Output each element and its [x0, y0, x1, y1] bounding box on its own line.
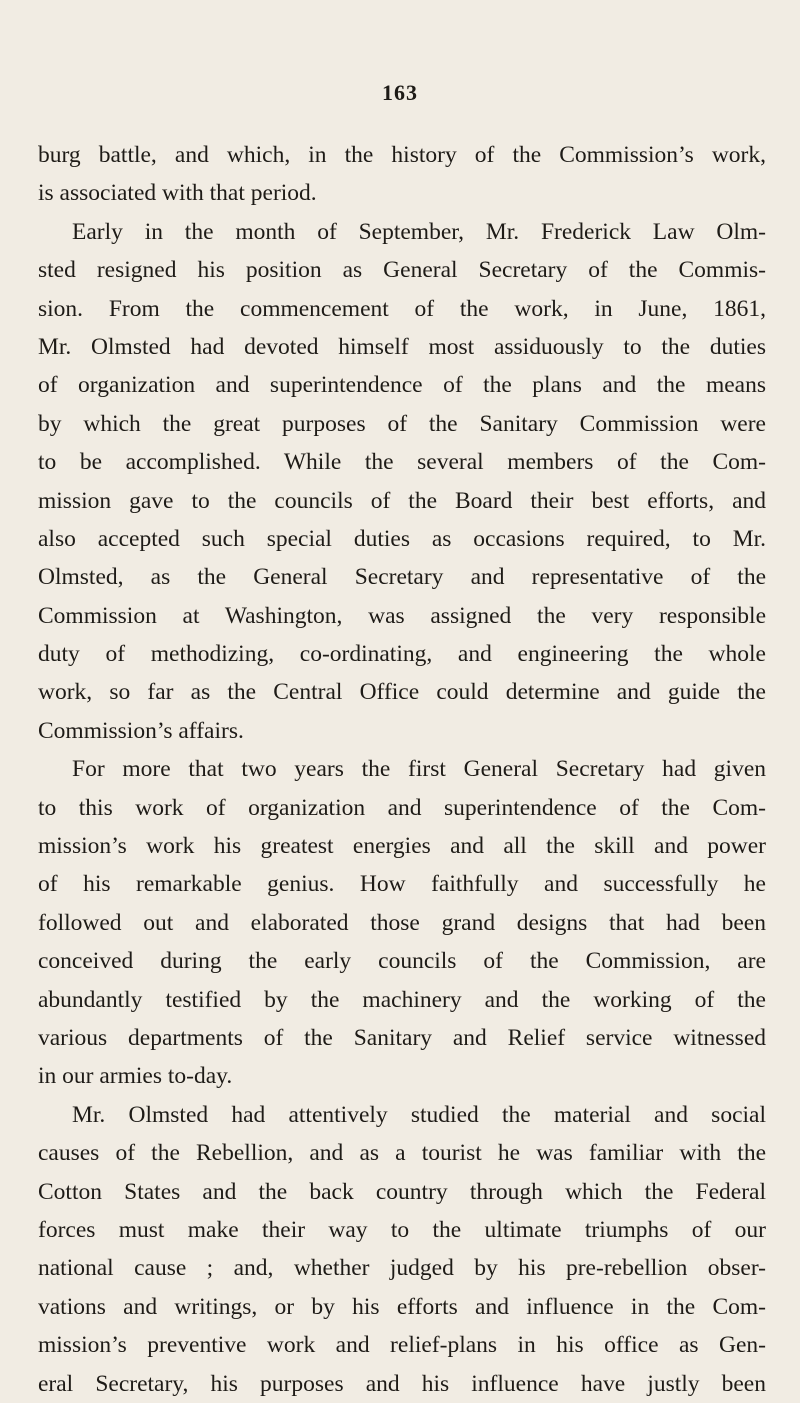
text-line: conceived during the early councils of the Commission, are [38, 948, 766, 975]
text-line: mission gave to the councils of the Board their best efforts, and [38, 487, 766, 514]
text-line: also accepted such special duties as occasions required, to Mr. [38, 525, 766, 552]
text-line: of organization and superintendence of the plans and the means [38, 372, 766, 399]
text-line: For more that two years the first General Secretary had given [72, 756, 766, 783]
text-line: Olmsted, as the General Secretary and representative of the [38, 564, 766, 591]
page-number: 163 [382, 80, 418, 105]
text-line: various departments of the Sanitary and Relief service witnessed [38, 1024, 766, 1051]
text-line: Commission’s affairs. [38, 717, 244, 744]
text-line: burg battle, and which, in the history of the Commission’s work, [38, 142, 766, 168]
text-line: followed out and elaborated those grand designs that had been [38, 909, 766, 936]
text-line: vations and writings, or by his efforts and influence in the Com- [38, 1293, 766, 1320]
text-line: work, so far as the Central Office could determine and guide the [38, 679, 766, 706]
text-line: causes of the Rebellion, and as a tourist he was familiar with the [38, 1140, 766, 1167]
text-line: in our armies to-day. [38, 1063, 233, 1090]
text-line: Commission at Washington, was assigned the very responsible [38, 602, 766, 629]
text-line: mission’s preventive work and relief-plans in his office as Gen- [38, 1332, 766, 1359]
text-line: sted resigned his position as General Secretary of the Commis- [38, 257, 766, 284]
text-line: to this work of organization and superintendence of the Com- [38, 794, 766, 821]
text-line: abundantly testified by the machinery and the working of the [38, 986, 766, 1013]
text-line: national cause ; and, whether judged by his pre-rebellion obser- [38, 1255, 766, 1282]
text-line: mission’s work his greatest energies and all the skill and power [38, 833, 766, 860]
text-line: sion. From the commencement of the work, in June, 1861, [38, 295, 766, 322]
text-line: eral Secretary, his purposes and his influence have justly been [38, 1370, 766, 1397]
text-line: Early in the month of September, Mr. Frederick Law Olm- [72, 218, 766, 245]
text-line: to be accomplished. While the several members of the Com- [38, 449, 766, 476]
text-line: by which the great purposes of the Sanitary Commission were [38, 410, 766, 437]
text-line: Mr. Olmsted had devoted himself most assiduously to the duties [38, 333, 766, 360]
text-line: Cotton States and the back country through which the Federal [38, 1178, 766, 1205]
text-line: duty of methodizing, co-ordinating, and engineering the whole [38, 641, 766, 668]
text-line: of his remarkable genius. How faithfully and successfully he [38, 871, 766, 898]
text-line: Mr. Olmsted had attentively studied the material and social [72, 1101, 766, 1128]
text-line: forces must make their way to the ultimate triumphs of our [38, 1216, 766, 1243]
text-line: is associated with that period. [38, 180, 317, 207]
body-text [38, 136, 766, 1403]
